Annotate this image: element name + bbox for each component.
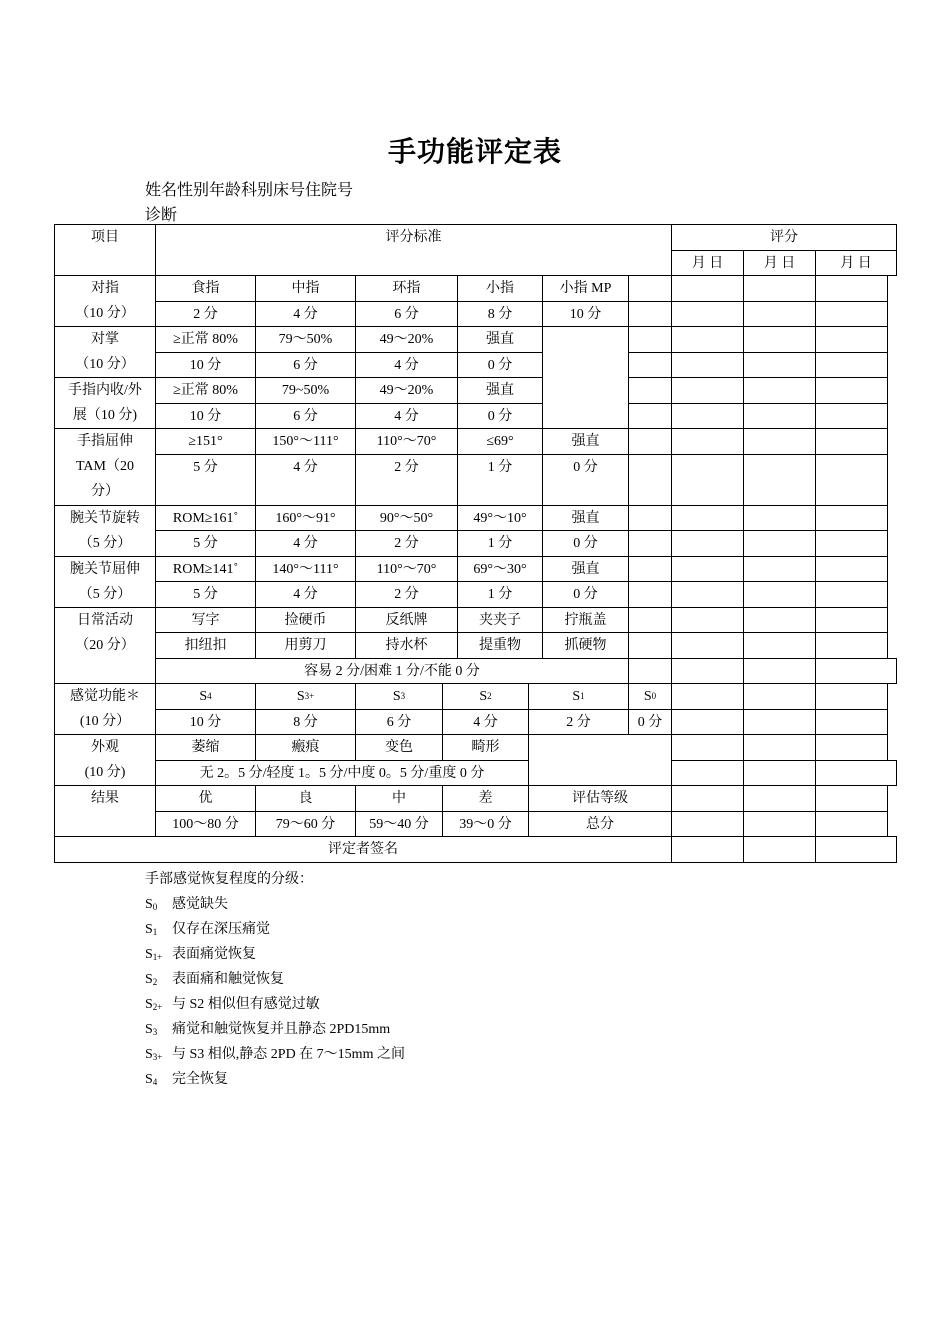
- item-wrist-flexion: 腕关节屈伸 （5 分）: [54, 556, 156, 608]
- sensory-grade-note: [145, 967, 405, 992]
- score-box[interactable]: [628, 377, 672, 404]
- score-box[interactable]: [628, 658, 672, 685]
- criteria-cell: 10 分: [155, 403, 256, 430]
- score-box[interactable]: [671, 836, 744, 863]
- score-box[interactable]: [671, 428, 744, 455]
- item-wrist-rotation: 腕关节旋转 （5 分）: [54, 505, 156, 557]
- criteria-cell: 10 分: [155, 352, 256, 379]
- score-box[interactable]: [528, 734, 672, 786]
- score-box[interactable]: [671, 734, 744, 761]
- criteria-cell: 4 分: [355, 352, 458, 379]
- score-box[interactable]: [743, 581, 816, 608]
- score-box[interactable]: [671, 581, 744, 608]
- criteria-cell: 59～40 分: [355, 811, 443, 838]
- criteria-cell: 0 分: [542, 581, 629, 608]
- score-box[interactable]: [743, 377, 816, 404]
- criteria-cell: 4 分: [255, 581, 356, 608]
- score-box[interactable]: [743, 505, 816, 532]
- criteria-cell: 5 分: [155, 530, 256, 557]
- sensory-grade: S 3: [355, 683, 443, 710]
- criteria-cell: 79~50%: [255, 377, 356, 404]
- score-box[interactable]: [628, 530, 672, 557]
- criteria-cell: ≤69°: [457, 428, 543, 455]
- signature-label: 评定者签名: [54, 836, 672, 863]
- score-box[interactable]: [671, 530, 744, 557]
- criteria-cell: 畸形: [442, 734, 529, 761]
- score-box[interactable]: [671, 275, 744, 302]
- criteria-cell: 79～50%: [255, 326, 356, 353]
- sensory-grade: S 2: [442, 683, 529, 710]
- criteria-cell: 4 分: [442, 709, 529, 736]
- sensory-grade-note: [145, 1067, 405, 1092]
- criteria-cell: 总分: [528, 811, 672, 838]
- score-box[interactable]: [628, 581, 672, 608]
- grade-description: 完全恢复: [172, 1072, 228, 1087]
- criteria-cell: 环指: [355, 275, 458, 302]
- item-sensory: 感觉功能＊ (10 分）: [54, 683, 156, 735]
- criteria-cell: 4 分: [255, 454, 356, 506]
- criteria-cell: 萎缩: [155, 734, 256, 761]
- header-date: 月 日: [743, 250, 816, 277]
- sensory-grade: S 1: [528, 683, 629, 710]
- score-box[interactable]: [671, 632, 744, 659]
- header-date: 月 日: [671, 250, 744, 277]
- grade-description: 表面痛和触觉恢复: [172, 972, 284, 987]
- score-box[interactable]: [671, 760, 744, 787]
- criteria-cell: 6 分: [255, 403, 356, 430]
- score-box[interactable]: [815, 785, 888, 812]
- grade-description: 感觉缺失: [172, 897, 228, 912]
- score-box[interactable]: [628, 352, 672, 379]
- sensory-grade-note: [145, 1042, 405, 1067]
- score-box[interactable]: [815, 352, 888, 379]
- score-box[interactable]: [671, 352, 744, 379]
- criteria-cell: 优: [155, 785, 256, 812]
- criteria-cell: 持水杯: [355, 632, 458, 659]
- sensory-grade-note: [145, 892, 405, 917]
- score-box[interactable]: [743, 734, 816, 761]
- notes-heading: 手部感觉恢复程度的分级：: [145, 872, 313, 887]
- score-box[interactable]: [628, 428, 672, 455]
- criteria-cell: 10 分: [542, 301, 629, 328]
- criteria-cell: 捡硬币: [255, 607, 356, 634]
- score-box[interactable]: [743, 275, 816, 302]
- score-box[interactable]: [743, 658, 816, 685]
- grade-description: 与 S2 相似但有感觉过敏: [172, 997, 320, 1012]
- grade-code: $S_2$: [145, 972, 158, 987]
- criteria-cell: 用剪刀: [255, 632, 356, 659]
- score-box[interactable]: [671, 607, 744, 634]
- score-box[interactable]: [743, 811, 816, 838]
- score-box[interactable]: [815, 326, 888, 353]
- sensory-grade-note: [145, 1017, 405, 1042]
- criteria-cell: 拧瓶盖: [542, 607, 629, 634]
- criteria-cell: 4 分: [255, 301, 356, 328]
- criteria-cell: 0 分: [542, 454, 629, 506]
- criteria-cell: 90°～50°: [355, 505, 458, 532]
- score-box[interactable]: [815, 811, 888, 838]
- score-box[interactable]: [671, 556, 744, 583]
- score-box[interactable]: [671, 658, 744, 685]
- criteria-cell: 49～20%: [355, 377, 458, 404]
- criteria-cell: 6 分: [255, 352, 356, 379]
- score-box[interactable]: [628, 556, 672, 583]
- score-box[interactable]: [815, 556, 888, 583]
- score-box[interactable]: [815, 632, 888, 659]
- criteria-cell: 0 分: [628, 709, 672, 736]
- criteria-cell: 8 分: [255, 709, 356, 736]
- score-box[interactable]: [628, 632, 672, 659]
- item-appearance: 外观 (10 分): [54, 734, 156, 786]
- item-tam: 手指屈伸 TAM（20 分）: [54, 428, 156, 506]
- score-box[interactable]: [743, 352, 816, 379]
- diagnosis-label: 诊断: [145, 205, 178, 224]
- criteria-cell: 8 分: [457, 301, 543, 328]
- sensory-grade-notes: [145, 867, 405, 1092]
- score-box[interactable]: [743, 785, 816, 812]
- score-box[interactable]: [628, 326, 672, 353]
- score-box[interactable]: [743, 428, 816, 455]
- score-box[interactable]: [815, 428, 888, 455]
- score-box[interactable]: [815, 301, 888, 328]
- score-box[interactable]: [815, 734, 888, 761]
- score-box[interactable]: [628, 607, 672, 634]
- score-box[interactable]: [815, 275, 888, 302]
- criteria-cell: 110°～70°: [355, 556, 458, 583]
- criteria-cell: 变色: [355, 734, 443, 761]
- score-box[interactable]: [815, 683, 888, 710]
- grade-code: $S_3$: [145, 1022, 158, 1037]
- grade-code: $S_{1+}$: [145, 947, 163, 962]
- score-box[interactable]: [671, 301, 744, 328]
- criteria-cell: 160°～91°: [255, 505, 356, 532]
- criteria-cell: 扣纽扣: [155, 632, 256, 659]
- score-box[interactable]: [671, 326, 744, 353]
- grade-description: 痛觉和触觉恢复并且静态 2PD15mm: [172, 1022, 391, 1037]
- criteria-cell: 瘢痕: [255, 734, 356, 761]
- criteria-cell: 5 分: [155, 454, 256, 506]
- criteria-cell: 提重物: [457, 632, 543, 659]
- criteria-cell: ≥正常 80%: [155, 377, 256, 404]
- criteria-cell: 写字: [155, 607, 256, 634]
- criteria-cell: ROM≥161˚: [155, 505, 256, 532]
- criteria-cell: ROM≥141˚: [155, 556, 256, 583]
- criteria-cell: 2 分: [355, 581, 458, 608]
- score-box[interactable]: [743, 403, 816, 430]
- score-box[interactable]: [671, 505, 744, 532]
- criteria-cell: 强直: [542, 505, 629, 532]
- criteria-cell: 2 分: [355, 454, 458, 506]
- criteria-cell: 39～0 分: [442, 811, 529, 838]
- score-box[interactable]: [743, 632, 816, 659]
- score-box[interactable]: [815, 505, 888, 532]
- criteria-cell: 0 分: [457, 403, 543, 430]
- score-box[interactable]: [743, 556, 816, 583]
- criteria-cell: 6 分: [355, 709, 443, 736]
- grade-description: 与 S3 相似,静态 2PD 在 7～15mm 之间: [172, 1047, 405, 1062]
- score-box[interactable]: [671, 785, 744, 812]
- criteria-cell: 差: [442, 785, 529, 812]
- grade-description: 表面痛觉恢复: [172, 947, 256, 962]
- item-palm: 对掌 （10 分）: [54, 326, 156, 378]
- score-box[interactable]: [542, 326, 629, 429]
- criteria-cell: 良: [255, 785, 356, 812]
- criteria-cell: 79～60 分: [255, 811, 356, 838]
- score-box[interactable]: [815, 658, 897, 685]
- criteria-cell: 小指: [457, 275, 543, 302]
- criteria-cell: 强直: [457, 326, 543, 353]
- score-box[interactable]: [815, 607, 888, 634]
- criteria-cell: 69°～30°: [457, 556, 543, 583]
- score-box[interactable]: [815, 530, 888, 557]
- criteria-cell: 1 分: [457, 581, 543, 608]
- criteria-cell: 49～20%: [355, 326, 458, 353]
- header-criteria: 评分标准: [155, 224, 672, 276]
- criteria-cell: 中指: [255, 275, 356, 302]
- score-box[interactable]: [671, 454, 744, 506]
- score-box[interactable]: [628, 301, 672, 328]
- grade-code: $S_{3+}$: [145, 1047, 163, 1062]
- score-box[interactable]: [743, 709, 816, 736]
- criteria-cell: 6 分: [355, 301, 458, 328]
- criteria-cell: ≥151°: [155, 428, 256, 455]
- adl-scale: 容易 2 分/困难 1 分/不能 0 分: [155, 658, 629, 685]
- criteria-cell: 2 分: [528, 709, 629, 736]
- criteria-cell: 2 分: [155, 301, 256, 328]
- score-box[interactable]: [743, 607, 816, 634]
- item-abduction: 手指内收/外 展（10 分): [54, 377, 156, 429]
- page-title: 手功能评定表: [387, 135, 562, 168]
- item-result: 结果: [54, 785, 156, 837]
- sensory-grade: S 0: [628, 683, 672, 710]
- criteria-cell: 110°～70°: [355, 428, 458, 455]
- grade-code: $S_0$: [145, 897, 158, 912]
- grade-code: $S_1$: [145, 922, 158, 937]
- score-box[interactable]: [815, 377, 888, 404]
- criteria-cell: 10 分: [155, 709, 256, 736]
- criteria-cell: 强直: [542, 556, 629, 583]
- header-date: 月 日: [815, 250, 897, 277]
- score-box[interactable]: [671, 709, 744, 736]
- criteria-cell: 强直: [542, 428, 629, 455]
- criteria-cell: 100～80 分: [155, 811, 256, 838]
- criteria-cell: 1 分: [457, 454, 543, 506]
- item-daily-activities: 日常活动 （20 分）: [54, 607, 156, 685]
- score-box[interactable]: [671, 403, 744, 430]
- criteria-cell: 中: [355, 785, 443, 812]
- score-box[interactable]: [628, 403, 672, 430]
- score-box[interactable]: [815, 581, 888, 608]
- item-opposition: 对指 （10 分）: [54, 275, 156, 327]
- sensory-grade: S 4: [155, 683, 256, 710]
- criteria-cell: 夹夹子: [457, 607, 543, 634]
- criteria-cell: 5 分: [155, 581, 256, 608]
- sensory-grade-note: [145, 992, 405, 1017]
- criteria-cell: 小指 MP: [542, 275, 629, 302]
- score-box[interactable]: [743, 530, 816, 557]
- grade-code: $S_4$: [145, 1072, 158, 1087]
- score-box[interactable]: [743, 760, 816, 787]
- criteria-cell: 4 分: [255, 530, 356, 557]
- score-box[interactable]: [628, 454, 672, 506]
- score-box[interactable]: [815, 836, 897, 863]
- criteria-cell: 140°～111°: [255, 556, 356, 583]
- score-box[interactable]: [815, 709, 888, 736]
- score-box[interactable]: [815, 760, 897, 787]
- score-box[interactable]: [743, 454, 816, 506]
- score-box[interactable]: [671, 683, 744, 710]
- score-box[interactable]: [743, 326, 816, 353]
- appearance-scale: 无 2。5 分/轻度 1。5 分/中度 0。5 分/重度 0 分: [155, 760, 529, 787]
- criteria-cell: 4 分: [355, 403, 458, 430]
- header-item: 项目: [54, 224, 156, 276]
- score-box[interactable]: [743, 683, 816, 710]
- criteria-cell: 0 分: [542, 530, 629, 557]
- score-box[interactable]: [628, 275, 672, 302]
- criteria-cell: 49°～10°: [457, 505, 543, 532]
- criteria-cell: 0 分: [457, 352, 543, 379]
- criteria-cell: 评估等级: [528, 785, 672, 812]
- sensory-grade-note: [145, 917, 405, 942]
- header-score: 评分: [671, 224, 897, 251]
- criteria-cell: 强直: [457, 377, 543, 404]
- score-box[interactable]: [815, 403, 888, 430]
- score-box[interactable]: [743, 301, 816, 328]
- patient-info-line: 姓名性别年龄科别床号住院号: [145, 180, 354, 199]
- grade-code: $S_{2+}$: [145, 997, 163, 1012]
- criteria-cell: ≥正常 80%: [155, 326, 256, 353]
- sensory-grade-note: [145, 942, 405, 967]
- criteria-cell: 抓硬物: [542, 632, 629, 659]
- score-box[interactable]: [671, 811, 744, 838]
- criteria-cell: 反纸牌: [355, 607, 458, 634]
- score-box[interactable]: [815, 454, 888, 506]
- criteria-cell: 食指: [155, 275, 256, 302]
- criteria-cell: 1 分: [457, 530, 543, 557]
- grade-description: 仅存在深压痛觉: [172, 922, 270, 937]
- score-box[interactable]: [671, 377, 744, 404]
- criteria-cell: 2 分: [355, 530, 458, 557]
- criteria-cell: 150°～111°: [255, 428, 356, 455]
- score-box[interactable]: [743, 836, 816, 863]
- score-box[interactable]: [628, 505, 672, 532]
- sensory-grade: S 3+: [255, 683, 356, 710]
